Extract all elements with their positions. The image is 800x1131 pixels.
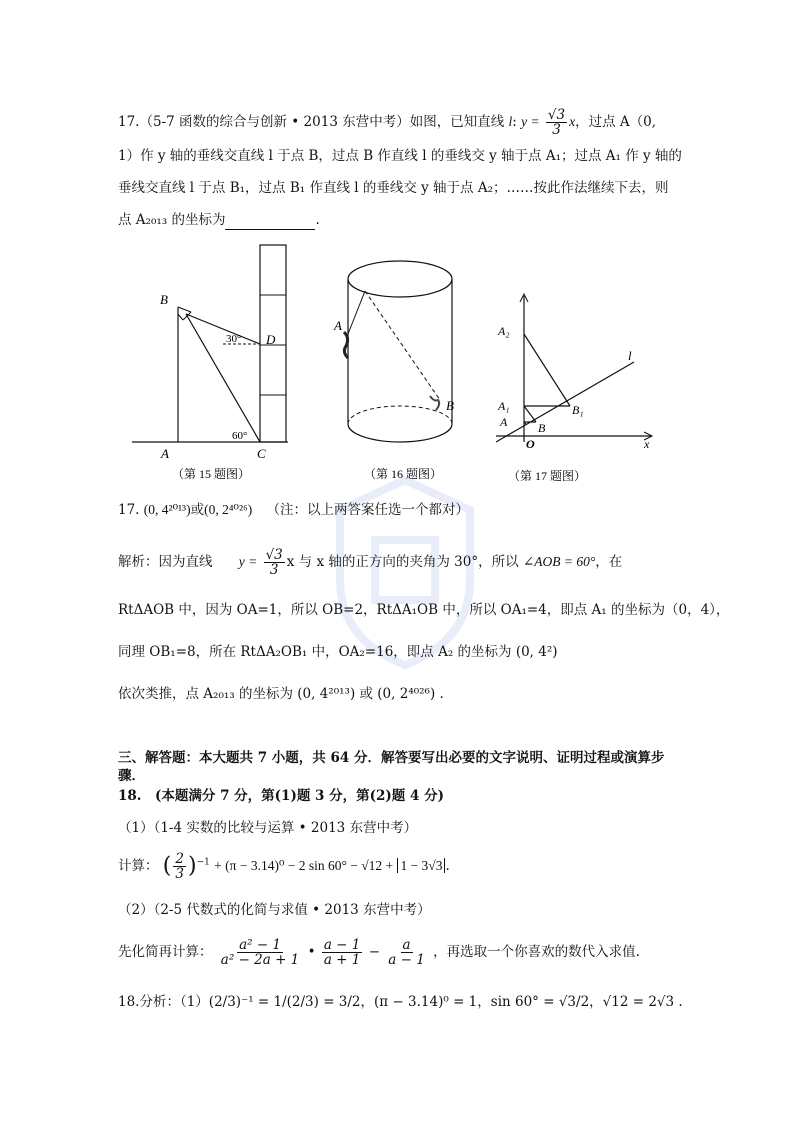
- abs-value: 1 − 3√3: [397, 858, 445, 873]
- q18-part1-expression: 计算： ( $\frac{2}{3}$ )$^{-1}$ + (π − 3.14)⁰ − 2 sin 60° − √12 + 1 − 3√3 .: [118, 851, 450, 882]
- fig17-label-A1: A₁: [498, 399, 510, 413]
- fig15-angle-30: 30°: [226, 333, 242, 345]
- answer17-line: 17. (0, 4²⁰¹³)或(0, 2⁴⁰²⁶) （注：以上两答案任选一个都对）: [118, 502, 469, 518]
- fig17-label-O: O: [526, 437, 535, 451]
- angle-AOB: ∠AOB = 60°: [522, 554, 596, 569]
- fig15-angle-60: 60°: [232, 430, 248, 442]
- q18-part2-expression: 先化简再计算： $\frac{\text{a² − 1}}{\text{a² − 2a + 1}}$ • $\frac{a - 1}{a + 1}$ − $\frac{a}{a - 1}$ ，再选取一个你喜欢的数代入求值.: [118, 937, 640, 968]
- fig16-caption: （第 16 题图）: [364, 467, 443, 480]
- analysis-line2: RtΔAOB 中，因为 OA=1，所以 OB=2，RtΔA₁OB 中，所以 OA₁=4，即点 A₁ 的坐标为（0，4），: [118, 602, 730, 618]
- fig17-label-B: B: [538, 421, 546, 435]
- q18-analysis: 18.分析：（1）(2/3)⁻¹ = 1/(2/3) = 3/2，(π − 3.14)⁰ = 1，sin 60° = √3/2，√12 = 2√3 .: [118, 994, 683, 1010]
- fig17-label-B1: B₁: [572, 403, 584, 417]
- q17-line4: 点 A₂₀₁₃ 的坐标为 .: [118, 212, 320, 228]
- q18-part1-source: （1）（1-4 实数的比较与运算 • 2013 东营中考）: [118, 820, 418, 836]
- q17-line3: 垂线交直线 l 于点 B₁，过点 B₁ 作直线 l 的垂线交 y 轴于点 A₂；……按此作法继续下去，则: [118, 180, 669, 196]
- fig15-label-A: A: [161, 446, 169, 461]
- answer17-option2: (0, 2⁴⁰²⁶): [204, 502, 253, 517]
- fig16-label-B: B: [446, 398, 454, 413]
- fig17-label-l: l: [628, 348, 632, 363]
- q17-line1-text: 17.（5-7 函数的综合与创新 • 2013 东营中考）如图，已知直线: [118, 114, 505, 130]
- q17-line-l: l: [508, 114, 513, 129]
- fig17-label-x: x: [644, 437, 650, 451]
- q18-part2-source: （2）（2-5 代数式的化简与求值 • 2013 东营中考）: [118, 902, 431, 918]
- fig16-label-A: A: [334, 318, 342, 333]
- fig15-label-C: C: [257, 446, 266, 461]
- figure-17: [494, 290, 664, 486]
- fig15-label-D: D: [266, 332, 276, 347]
- figure-16: [330, 254, 470, 480]
- answer17-note: （注：以上两答案任选一个都对）: [266, 502, 469, 518]
- figure-15: [128, 240, 298, 480]
- fig17-label-A2: A₂: [498, 324, 510, 338]
- fig17-caption: （第 17 题图）: [508, 469, 587, 483]
- fig17-label-A: A: [500, 415, 508, 429]
- q17-line1: 17.（5-7 函数的综合与创新 • 2013 东营中考）如图，已知直线 l: y = $\frac{√3}{3}$ x，过点 A（0,: [118, 107, 657, 138]
- analysis-line1: 解析：因为直线 y = $\frac{√3}{3}$ x 与 x 轴的正方向的夹角为 30°，所以 ∠AOB = 60°，在: [118, 547, 623, 578]
- analysis-line4: 依次类推，点 A₂₀₁₃ 的坐标为 (0, 4²⁰¹³) 或 (0, 2⁴⁰²⁶) .: [118, 686, 444, 702]
- q17-eq: y =: [521, 114, 540, 129]
- fig15-caption: （第 15 题图）: [172, 467, 251, 480]
- q17-line2: 1）作 y 轴的垂线交直线 l 于点 B，过点 B 作直线 l 的垂线交 y 轴于点 A₁；过点 A₁ 作 y 轴的: [118, 148, 682, 164]
- fig15-label-B: B: [160, 292, 168, 307]
- analysis-line3: 同理 OB₁=8，所在 RtΔA₂OB₁ 中，OA₂=16，即点 A₂ 的坐标为 (0, 4²): [118, 644, 558, 660]
- q17-fraction: $\frac{√3}{3}$: [547, 107, 566, 138]
- answer-blank: [225, 215, 315, 230]
- answer17-option1: (0, 4²⁰¹³): [143, 502, 191, 517]
- section3-heading-2: 骤．: [118, 768, 145, 784]
- q17-line1-end: ，过点 A（0,: [575, 114, 657, 130]
- section3-heading-1: 三、解答题：本大题共 7 小题，共 64 分．解答要写出必要的文字说明、证明过程或演算步: [118, 750, 665, 766]
- q18-title: 18. (本题满分 7 分，第(1)题 3 分，第(2)题 4 分): [118, 788, 444, 804]
